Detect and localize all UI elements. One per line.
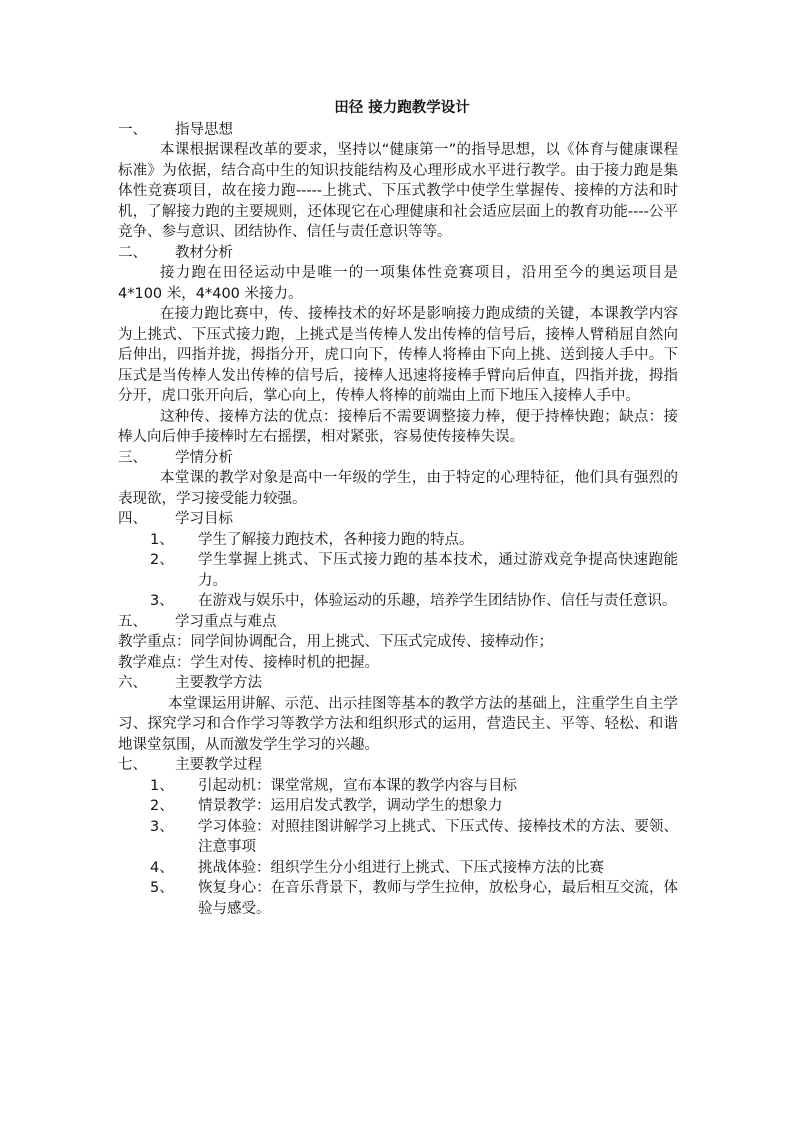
process-list — [118, 776, 678, 920]
section-title: 主要教学过程 — [175, 757, 262, 773]
section-title: 指导思想 — [175, 121, 233, 138]
section-heading-4 — [118, 509, 678, 530]
list-item-number: 1、 — [150, 777, 174, 794]
list-item-text: 学习体验：对照挂图讲解学习上挑式、下压式传、接棒技术的方法、要领、注意事项 — [198, 818, 678, 855]
list-item-text: 挑战体验：组织学生分小组进行上挑式、下压式接棒方法的比赛 — [198, 859, 604, 876]
list-item — [118, 858, 678, 879]
section-title: 主要教学方法 — [175, 675, 262, 691]
list-item-text: 在游戏与娱乐中，体验运动的乐趣，培养学生团结协作、信任与责任意识。 — [198, 593, 677, 609]
list-item-number: 2、 — [150, 552, 174, 568]
list-item-text: 学生了解接力跑技术，各种接力跑的特点。 — [198, 531, 474, 548]
list-item — [118, 776, 678, 797]
section-heading-5 — [118, 612, 678, 633]
section-number: 六、 — [118, 675, 147, 691]
section-heading-2 — [118, 243, 678, 264]
section-number: 二、 — [118, 244, 147, 261]
section-title: 学情分析 — [175, 449, 233, 466]
paragraph: 在接力跑比赛中，传、接棒技术的好坏是影响接力跑成绩的关键，本课教学内容为上挑式、下压式接力跑，上挑式是当传棒人发出传棒的信号后，接棒人臂稍屈自然向后伸出，四指并拢，拇指分开，虎口向下，传棒人将棒由下向上挑、送到接人手中。下压式是当传棒人发出传棒的信号后，接棒人迅速将接棒手臂向后伸直，四指并拢，拇指分开，虎口张开向后，掌心向上，传棒人将棒的前端由上而下地压入接棒人手中。 — [118, 306, 678, 404]
list-item-number: 4、 — [150, 859, 174, 876]
section-number: 一、 — [118, 121, 147, 138]
list-item-text: 引起动机：课堂常规，宣布本课的教学内容与目标 — [198, 777, 517, 794]
list-item — [118, 550, 678, 591]
key-point-line: 教学重点：同学间协调配合，用上挑式、下压式完成传、接棒动作； — [118, 634, 553, 650]
list-item — [118, 817, 678, 858]
section-title: 教材分析 — [175, 244, 233, 261]
section-title: 学习目标 — [175, 511, 233, 527]
section-heading-7 — [118, 755, 678, 776]
section-number: 四、 — [118, 511, 147, 527]
list-item-number: 1、 — [150, 531, 174, 548]
list-item — [118, 796, 678, 817]
paragraph: 本堂课的教学对象是高中一年级的学生，由于特定的心理特征，他们具有强烈的表现欲，学习接受能力较强。 — [118, 470, 678, 507]
list-item-text: 情景教学：运用启发式教学，调动学生的想象力 — [198, 798, 503, 814]
paragraph: 本课根据课程改革的要求，坚持以“健康第一”的指导思想，以《体育与健康课程标准》为依据，结合高中生的知识技能结构及心理形成水平进行教学。由于接力跑是集体性竞赛项目，故在接力跑-----上挑式、下压式教学中使学生掌握传、接棒的方法和时机，了解接力跑的主要规则，还体现它在心理健康和社会适应层面上的教育功能----公平竞争、参与意识、团结协作、信任与责任意识等等。 — [118, 142, 678, 240]
list-item-number: 5、 — [150, 880, 174, 896]
section-number: 五、 — [118, 613, 147, 630]
paragraph: 这种传、接棒方法的优点：接棒后不需要调整接力棒，便于持棒快跑；缺点：接棒人向后伸手接棒时左右摇摆，相对紧张，容易使传接棒失误。 — [118, 408, 678, 445]
section-heading-1 — [118, 120, 678, 141]
list-item-number: 3、 — [150, 818, 174, 835]
list-item — [118, 591, 678, 612]
list-item — [118, 530, 678, 551]
section-heading-3 — [118, 448, 678, 469]
section-number: 三、 — [118, 449, 147, 466]
list-item — [118, 878, 678, 919]
paragraph: 本堂课运用讲解、示范、出示挂图等基本的教学方法的基础上，注重学生自主学习、探究学习和合作学习等教学方法和组织形式的运用，营造民主、平等、轻松、和谐地课堂氛围，从而激发学生学习的兴趣。 — [118, 695, 678, 753]
list-item-number: 2、 — [150, 798, 174, 814]
list-item-number: 3、 — [150, 593, 174, 609]
difficulty-line: 教学难点：学生对传、接棒时机的把握。 — [118, 654, 379, 671]
paragraph: 接力跑在田径运动中是唯一的一项集体性竞赛项目，沿用至今的奥运项目是 4*100 米，4*400 米接力。 — [118, 265, 678, 302]
section-number: 七、 — [118, 757, 147, 773]
section-heading-6 — [118, 673, 678, 694]
list-item-text: 学生掌握上挑式、下压式接力跑的基本技术，通过游戏竞争提高快速跑能力。 — [198, 552, 678, 589]
document-page — [118, 98, 678, 919]
section-title: 学习重点与难点 — [175, 613, 277, 630]
document-title: 田径 接力跑教学设计 — [334, 100, 470, 116]
goals-list — [118, 530, 678, 612]
list-item-text: 恢复身心：在音乐背景下，教师与学生拉伸，放松身心，最后相互交流，体验与感受。 — [198, 880, 678, 917]
